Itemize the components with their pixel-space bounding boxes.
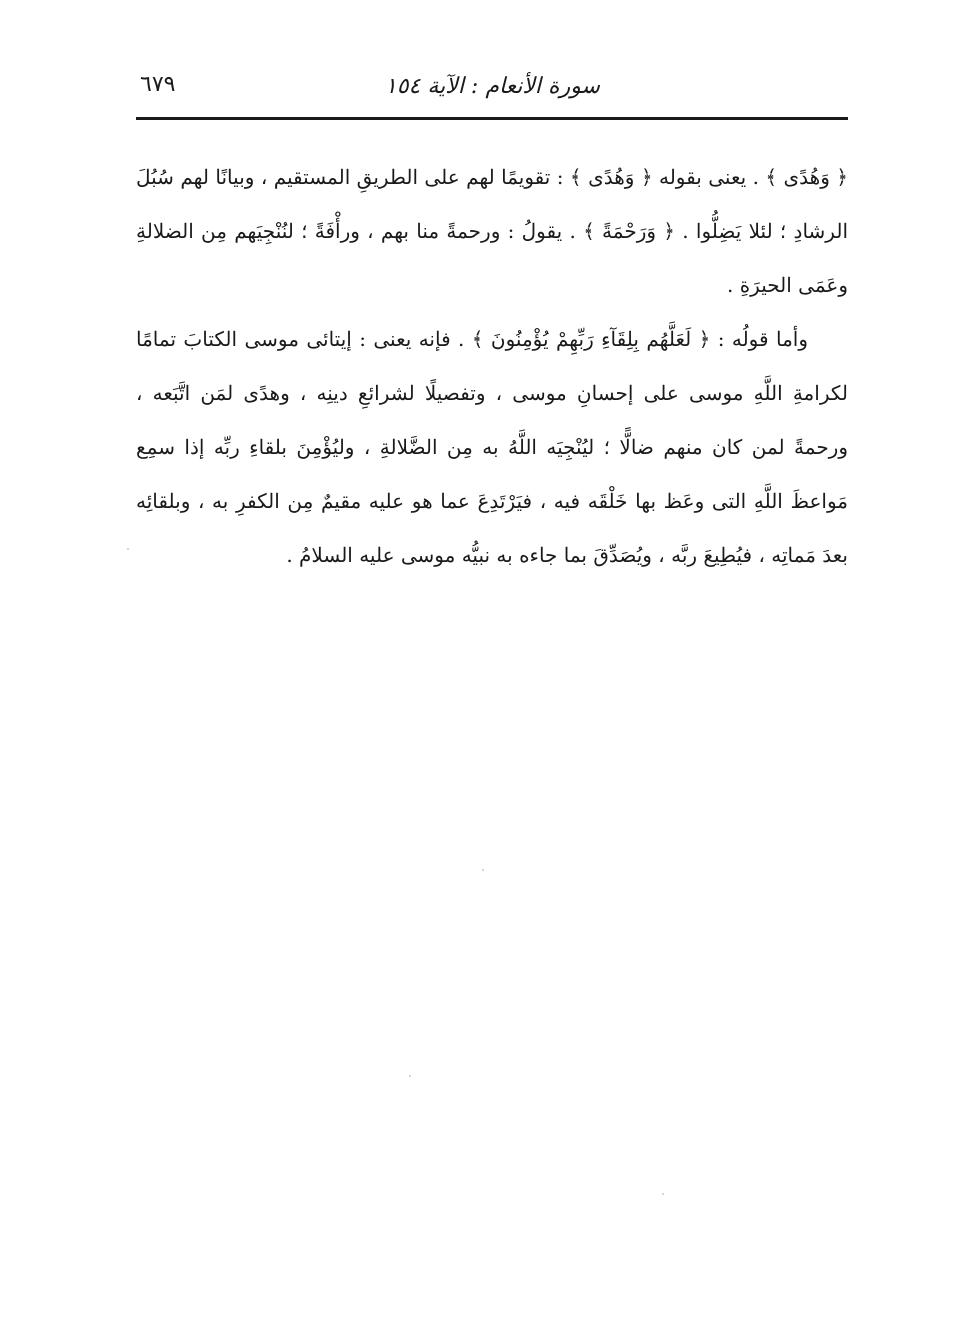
paragraph-1: ﴿ وَهُدًى ﴾ . يعنى بقوله ﴿ وَهُدًى ﴾ : تقويمًا لهم على الطريقِ المستقيم ، وبيانًا لهم سُبُلَ الرشادِ ؛ لئلا يَضِلُّوا . ﴿ وَرَحْمَةً ﴾ . يقولُ : ورحمةً منا بهم ، ورأْفَةً ؛ لنُنْجِيَهم مِن الضلالةِ وعَمَى الحيرَةِ . xyxy=(136,165,848,297)
scan-speck xyxy=(409,1075,411,1077)
header-rule xyxy=(136,117,848,120)
scan-speck xyxy=(662,1193,664,1195)
scan-speck xyxy=(127,548,129,550)
running-title: سورة الأنعام : الآية ١٥٤ xyxy=(384,74,600,99)
paragraph-2: وأما قولُه : ﴿ لَعَلَّهُم بِلِقَآءِ رَبِّهِمْ يُؤْمِنُونَ ﴾ . فإنه يعنى : إيتائى موسى الكتابَ تمامًا لكرامةِ اللَّهِ موسى على إحسانِ موسى ، وتفصيلًا لشرائعِ دينِه ، وهدًى لمَن اتَّبَعه ، ورحمةً لمن كان منهم ضالًّا ؛ ليُنْجِيَه اللَّهُ به مِن الضَّلالةِ ، وليُؤْمِنَ بلقاءِ ربِّه إذا سمِع مَواعظَ اللَّهِ التى وعَظ بها خَلْقَه فيه ، فيَرْتَدِعَ عما هو عليه مقيمٌ مِن الكفرِ به ، وبلقائِه بعدَ مَماتِه ، فيُطِيعَ ربَّه ، ويُصَدِّقَ بما جاءه به نبيُّه موسى عليه السلامُ . xyxy=(136,327,848,567)
page-header xyxy=(136,62,848,112)
scan-speck xyxy=(482,869,484,871)
body-text xyxy=(136,150,848,582)
page-number: ٦٧٩ xyxy=(140,72,176,97)
